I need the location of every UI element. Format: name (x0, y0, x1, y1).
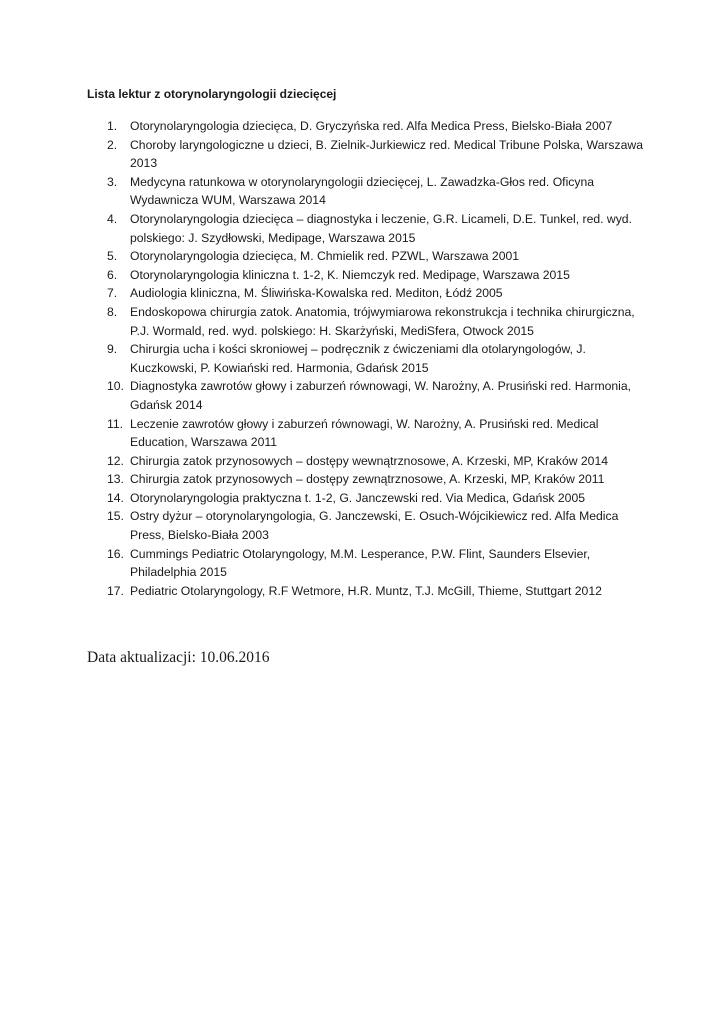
list-item-text: Otorynolaryngologia dziecięca, D. Gryczyńska red. Alfa Medica Press, Bielsko-Biała 2007 (130, 119, 613, 133)
list-item (87, 247, 647, 266)
reading-list (87, 117, 647, 600)
list-item-number: 10. (107, 379, 124, 394)
list-item (87, 507, 647, 544)
document-title: Lista lektur z otorynolaryngologii dziecięcej (87, 87, 337, 101)
list-item-number: 2. (107, 137, 118, 152)
list-item-number: 5. (107, 249, 118, 264)
list-item (87, 284, 647, 303)
list-item-text: Endoskopowa chirurgia zatok. Anatomia, trójwymiarowa rekonstrukcja i technika chirurgiczna, P.J. Wormald, red. wyd. polskiego: H. Skarżyński, MediSfera, Otwock 2015 (130, 304, 635, 338)
list-item (87, 303, 647, 340)
list-item-text: Chirurgia zatok przynosowych – dostępy zewnątrznosowe, A. Krzeski, MP, Kraków 2011 (130, 472, 605, 487)
list-item-text: Chirurgia zatok przynosowych – dostępy wewnątrznosowe, A. Krzeski, MP, Kraków 2014 (130, 453, 609, 468)
list-item (87, 545, 647, 582)
list-item-number: 15. (107, 509, 124, 524)
list-item (87, 582, 647, 601)
list-item (87, 117, 647, 136)
list-item-number: 17. (107, 583, 124, 598)
list-item (87, 173, 647, 210)
list-item-text: Choroby laryngologiczne u dzieci, B. Zielnik-Jurkiewicz red. Medical Tribune Polska, Warszawa 2013 (130, 137, 643, 171)
list-item-number: 11. (107, 416, 124, 431)
list-item-number: 9. (107, 342, 118, 357)
update-date: Data aktualizacji: 10.06.2016 (87, 649, 270, 666)
list-item-text: Otorynolaryngologia kliniczna t. 1-2, K. Niemczyk red. Medipage, Warszawa 2015 (130, 267, 570, 282)
list-item-number: 6. (107, 267, 118, 282)
list-item-number: 8. (107, 304, 118, 319)
list-item-number: 12. (107, 453, 124, 468)
list-item-text: Pediatric Otolaryngology, R.F Wetmore, H.R. Muntz, T.J. McGill, Thieme, Stuttgart 2012 (130, 583, 602, 598)
list-item (87, 377, 647, 414)
list-item (87, 489, 647, 508)
list-item-text: Leczenie zawrotów głowy i zaburzeń równowagi, W. Narożny, A. Prusiński red. Medical Education, Warszawa 2011 (130, 416, 599, 450)
list-item (87, 266, 647, 285)
list-item-text: Cummings Pediatric Otolaryngology, M.M. Lesperance, P.W. Flint, Saunders Elsevier, Philadelphia 2015 (130, 546, 591, 580)
list-item-text: Audiologia kliniczna, M. Śliwińska-Kowalska red. Mediton, Łódź 2005 (130, 286, 503, 301)
list-item (87, 210, 647, 247)
list-item (87, 415, 647, 452)
list-item-text: Otorynolaryngologia dziecięca – diagnostyka i leczenie, G.R. Licameli, D.E. Tunkel, red. wyd. polskiego: J. Szydłowski, Medipage, Warszawa 2015 (130, 211, 632, 245)
list-item (87, 136, 647, 173)
list-item-number: 1. (107, 119, 118, 133)
list-item-number: 13. (107, 472, 124, 487)
list-item (87, 470, 647, 489)
list-item-number: 4. (107, 211, 118, 226)
list-item-number: 14. (107, 490, 124, 505)
list-item-text: Ostry dyżur – otorynolaryngologia, G. Janczewski, E. Osuch-Wójcikiewicz red. Alfa Medica Press, Bielsko-Biała 2003 (130, 509, 619, 543)
list-item (87, 452, 647, 471)
list-item-text: Otorynolaryngologia dziecięca, M. Chmielik red. PZWL, Warszawa 2001 (130, 249, 520, 264)
list-item-number: 3. (107, 174, 118, 189)
list-item-text: Otorynolaryngologia praktyczna t. 1-2, G. Janczewski red. Via Medica, Gdańsk 2005 (130, 490, 586, 505)
list-item (87, 340, 647, 377)
list-item-text: Chirurgia ucha i kości skroniowej – podręcznik z ćwiczeniami dla otolaryngologów, J. Kuczkowski, P. Kowiański red. Harmonia, Gdańsk 2015 (130, 342, 586, 375)
list-item-number: 16. (107, 546, 124, 561)
list-item-number: 7. (107, 286, 118, 301)
list-item-text: Medycyna ratunkowa w otorynolaryngologii dziecięcej, L. Zawadzka-Głos red. Oficyna Wydawnicza WUM, Warszawa 2014 (130, 174, 595, 208)
list-item-text: Diagnostyka zawrotów głowy i zaburzeń równowagi, W. Narożny, A. Prusiński red. Harmonia, Gdańsk 2014 (130, 379, 632, 412)
